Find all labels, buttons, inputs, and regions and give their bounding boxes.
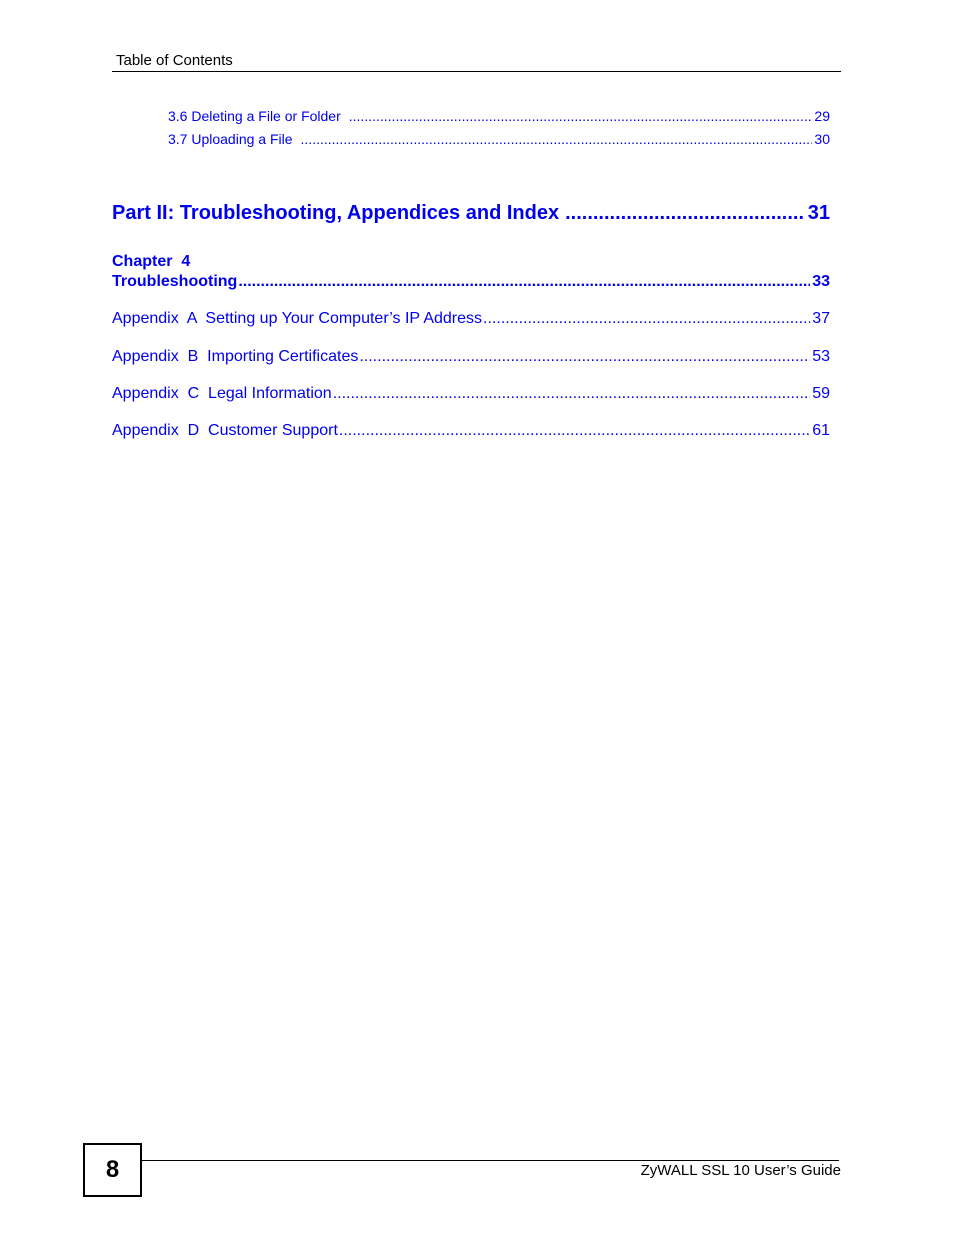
dot-leader	[349, 108, 813, 125]
header-divider	[112, 71, 841, 72]
dot-leader	[339, 421, 810, 440]
page-number: 8	[105, 1156, 120, 1183]
toc-entry-label: 3.6 Deleting a File or Folder	[168, 108, 341, 124]
toc-entry-page-number: 59	[812, 385, 830, 402]
running-header-title: Table of Contents	[116, 52, 233, 69]
toc-entry-label: Appendix A Setting up Your Computer’s IP Address	[112, 310, 483, 327]
toc-entry-label: Troubleshooting	[112, 273, 238, 290]
dot-leader	[238, 272, 810, 291]
page-number-box	[83, 1143, 142, 1197]
toc-entry-part-2[interactable]	[112, 201, 830, 225]
toc-entry-label: Appendix B Importing Certificates	[112, 348, 359, 365]
toc-entry-section-3-6[interactable]	[168, 108, 830, 125]
dot-leader	[565, 201, 804, 225]
dot-leader	[301, 131, 813, 148]
toc-entry-appendix-c[interactable]	[112, 384, 830, 403]
footer-divider	[140, 1160, 839, 1161]
dot-leader	[359, 347, 810, 366]
toc-entry-appendix-d[interactable]	[112, 421, 830, 440]
toc-entry-page-number: 31	[807, 202, 830, 224]
toc-entry-page-number: 33	[812, 273, 830, 290]
toc-entry-section-3-7[interactable]	[168, 131, 830, 148]
toc-entry-chapter-4[interactable]	[112, 272, 830, 291]
toc-entry-page-number: 37	[812, 310, 830, 327]
chapter-heading[interactable]: Chapter 4	[112, 253, 191, 270]
toc-entry-page-number: 61	[812, 422, 830, 439]
toc-entry-label: Part II: Troubleshooting, Appendices and Index	[112, 202, 560, 224]
toc-entry-page-number: 53	[812, 348, 830, 365]
toc-entry-label: Appendix C Legal Information	[112, 385, 332, 402]
toc-entry-label: Appendix D Customer Support	[112, 422, 338, 439]
dot-leader	[483, 309, 810, 328]
dot-leader	[333, 384, 811, 403]
toc-entry-page-number: 29	[814, 108, 830, 124]
toc-entry-appendix-b[interactable]	[112, 347, 830, 366]
toc-entry-page-number: 30	[814, 131, 830, 147]
toc-entry-appendix-a[interactable]	[112, 309, 830, 328]
footer-guide-title: ZyWALL SSL 10 User’s Guide	[640, 1162, 841, 1179]
toc-entry-label: 3.7 Uploading a File	[168, 131, 293, 147]
